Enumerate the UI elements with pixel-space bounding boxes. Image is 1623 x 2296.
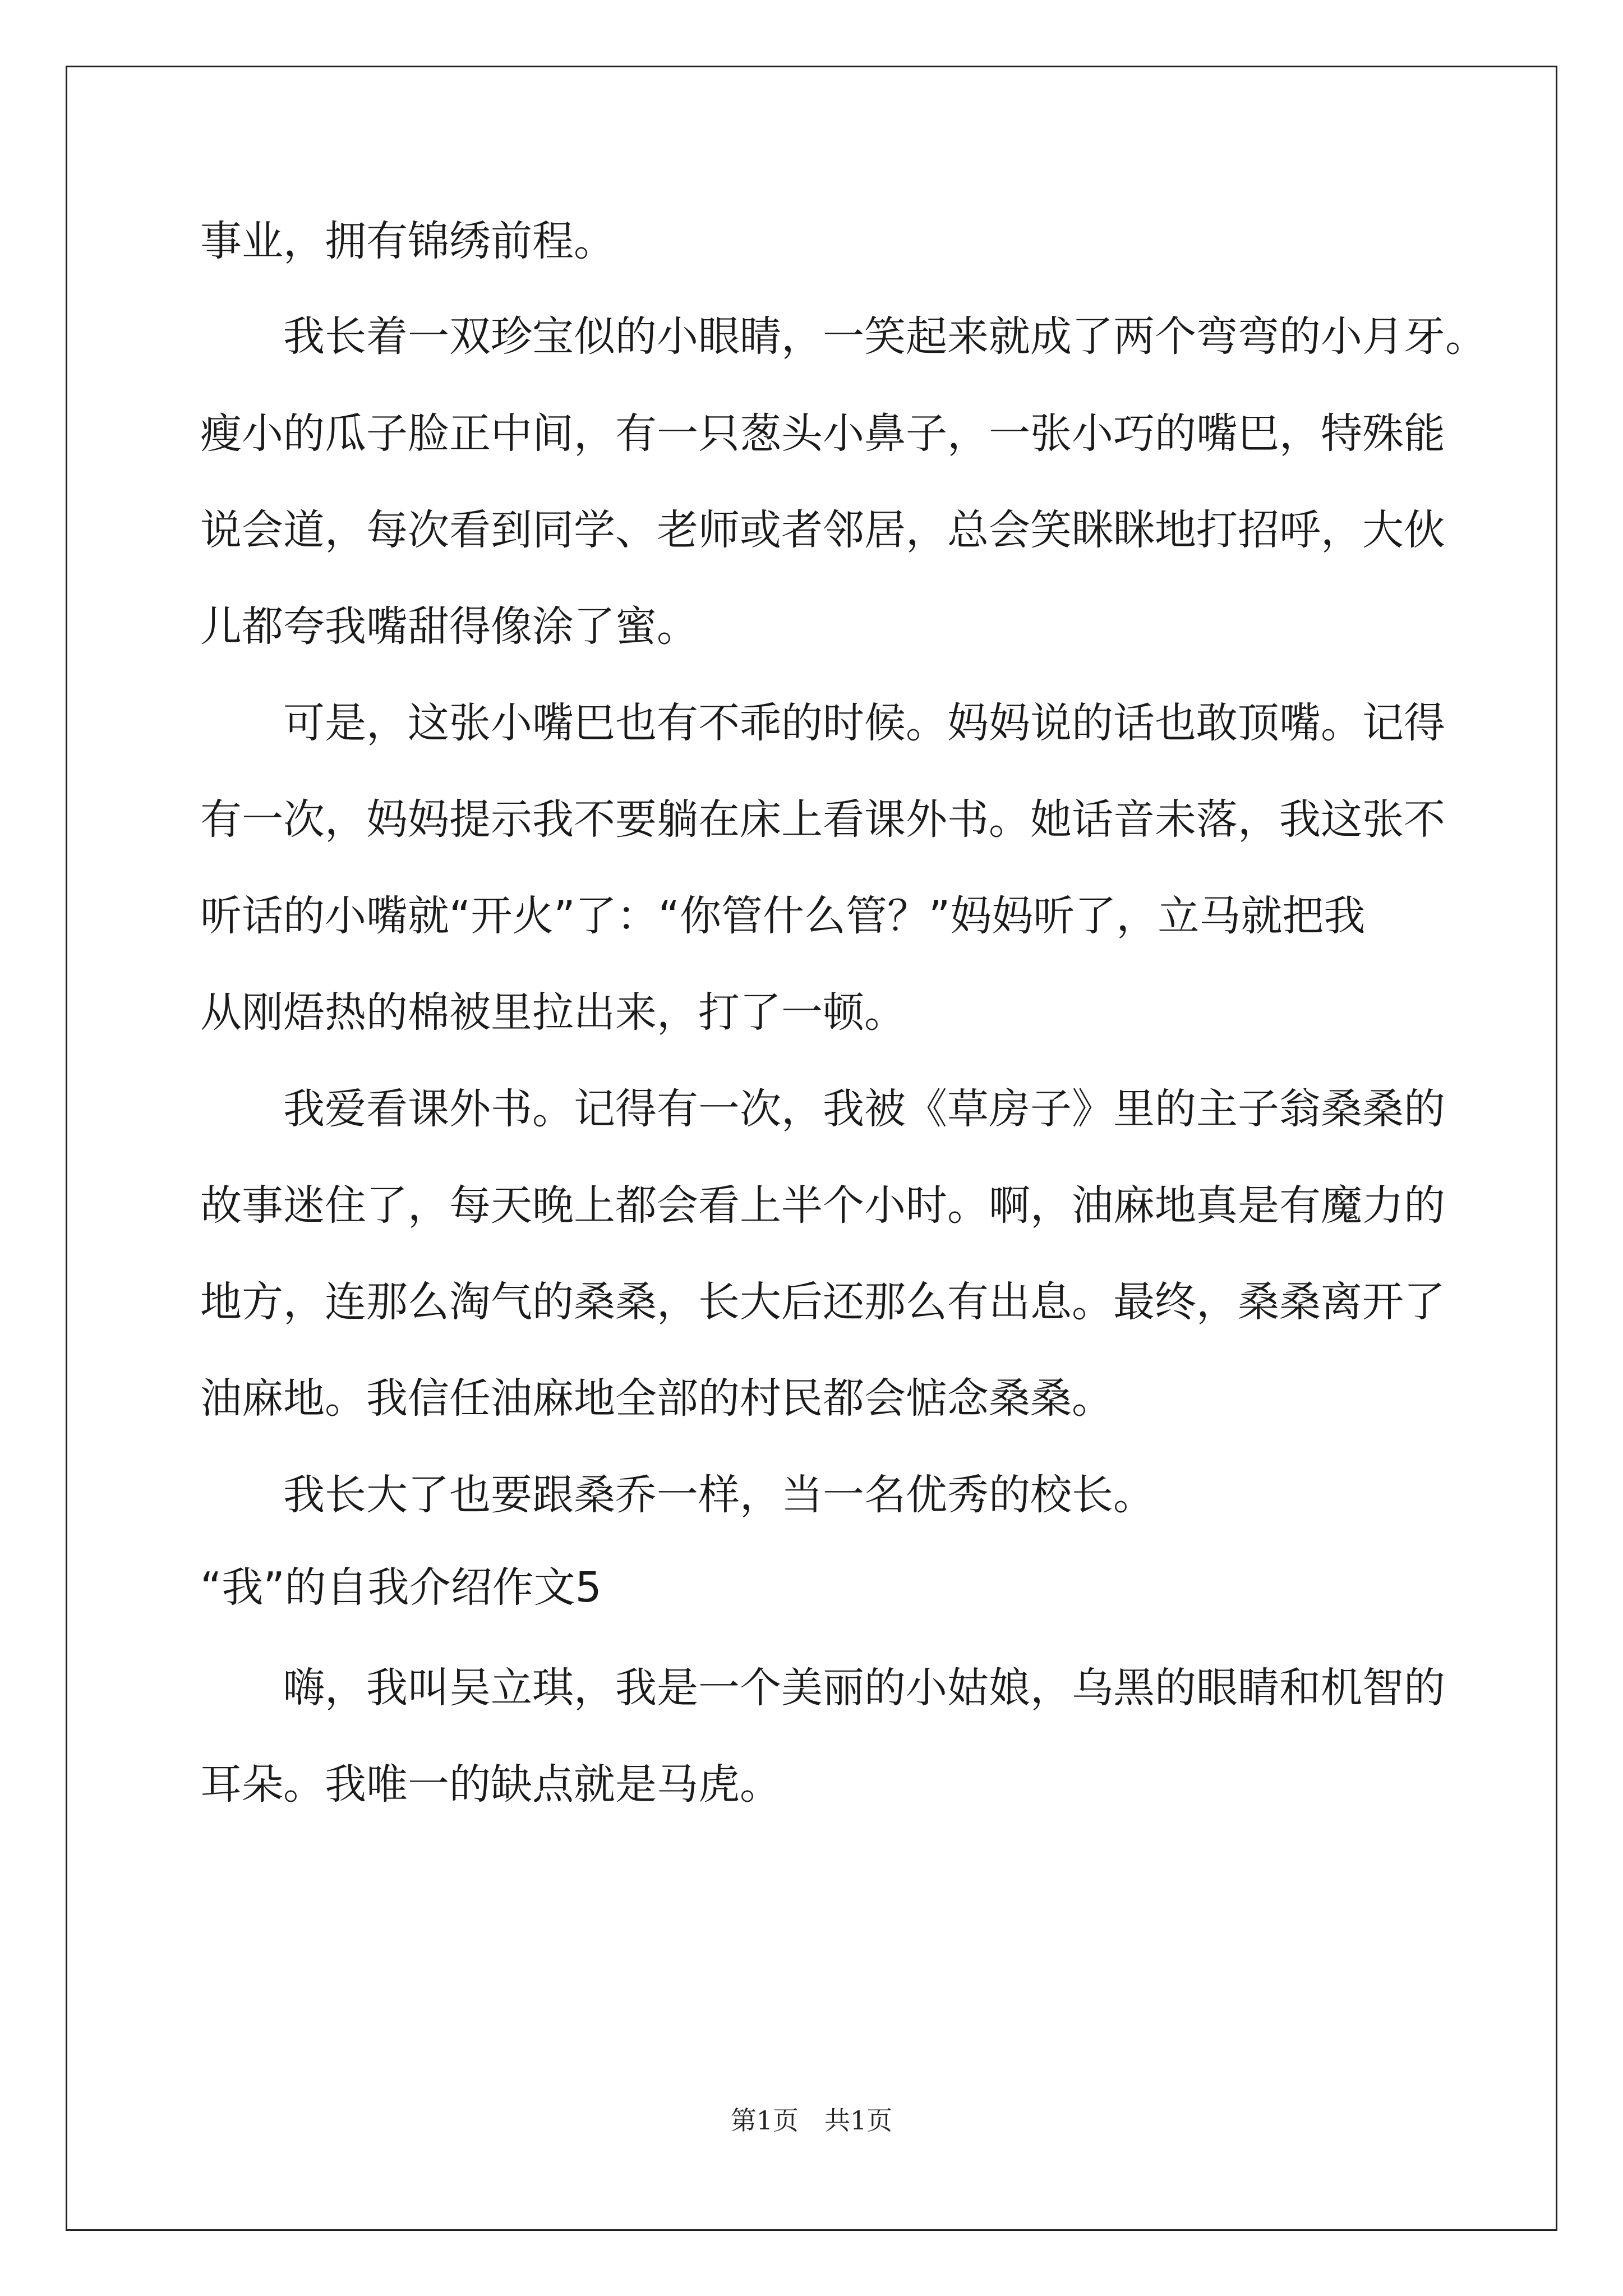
text-line: 可是，这张小嘴巴也有不乖的时候。妈妈说的话也敢顶嘴。记得	[283, 699, 1445, 747]
text-line: 我长大了也要跟桑乔一样，当一名优秀的校长。	[283, 1471, 1155, 1519]
text-line: 有一次，妈妈提示我不要躺在床上看课外书。她话音未落，我这张不	[200, 795, 1445, 844]
text-line: 从刚焐热的棉被里拉出来，打了一顿。	[200, 988, 906, 1037]
text-line: 地方，连那么淘气的桑桑，长大后还那么有出息。最终，桑桑离开了	[200, 1278, 1445, 1326]
text-line: 儿都夸我嘴甜得像涂了蜜。	[200, 602, 698, 651]
page-number-footer: 第1页 共1页	[730, 2105, 893, 2136]
text-line: 瘦小的瓜子脸正中间，有一只葱头小鼻子，一张小巧的嘴巴，特殊能	[200, 409, 1445, 458]
text-line: 我爱看课外书。记得有一次，我被《草房子》里的主子翁桑桑的	[283, 1085, 1445, 1133]
text-line: 听话的小嘴就“开火”了：“你管什么管？”妈妈听了，立马就把我	[200, 892, 1366, 940]
text-line: 说会道，每次看到同学、老师或者邻居，总会笑眯眯地打招呼，大伙	[200, 506, 1445, 554]
page-border	[66, 66, 1557, 2231]
text-line: 嗨，我叫吴立琪，我是一个美丽的小姑娘，乌黑的眼睛和机智的	[283, 1664, 1445, 1712]
text-line: 耳朵。我唯一的缺点就是马虎。	[200, 1760, 781, 1809]
text-line: 我长着一双珍宝似的小眼睛，一笑起来就成了两个弯弯的小月牙。	[283, 312, 1487, 361]
text-line: 油麻地。我信任油麻地全部的村民都会惦念桑桑。	[200, 1374, 1113, 1423]
text-line: 事业，拥有锦绣前程。	[200, 217, 615, 265]
section-title: “我”的自我介绍作文5	[200, 1563, 602, 1612]
text-line: 故事迷住了，每天晚上都会看上半个小时。啊，油麻地真是有魔力的	[200, 1181, 1445, 1230]
